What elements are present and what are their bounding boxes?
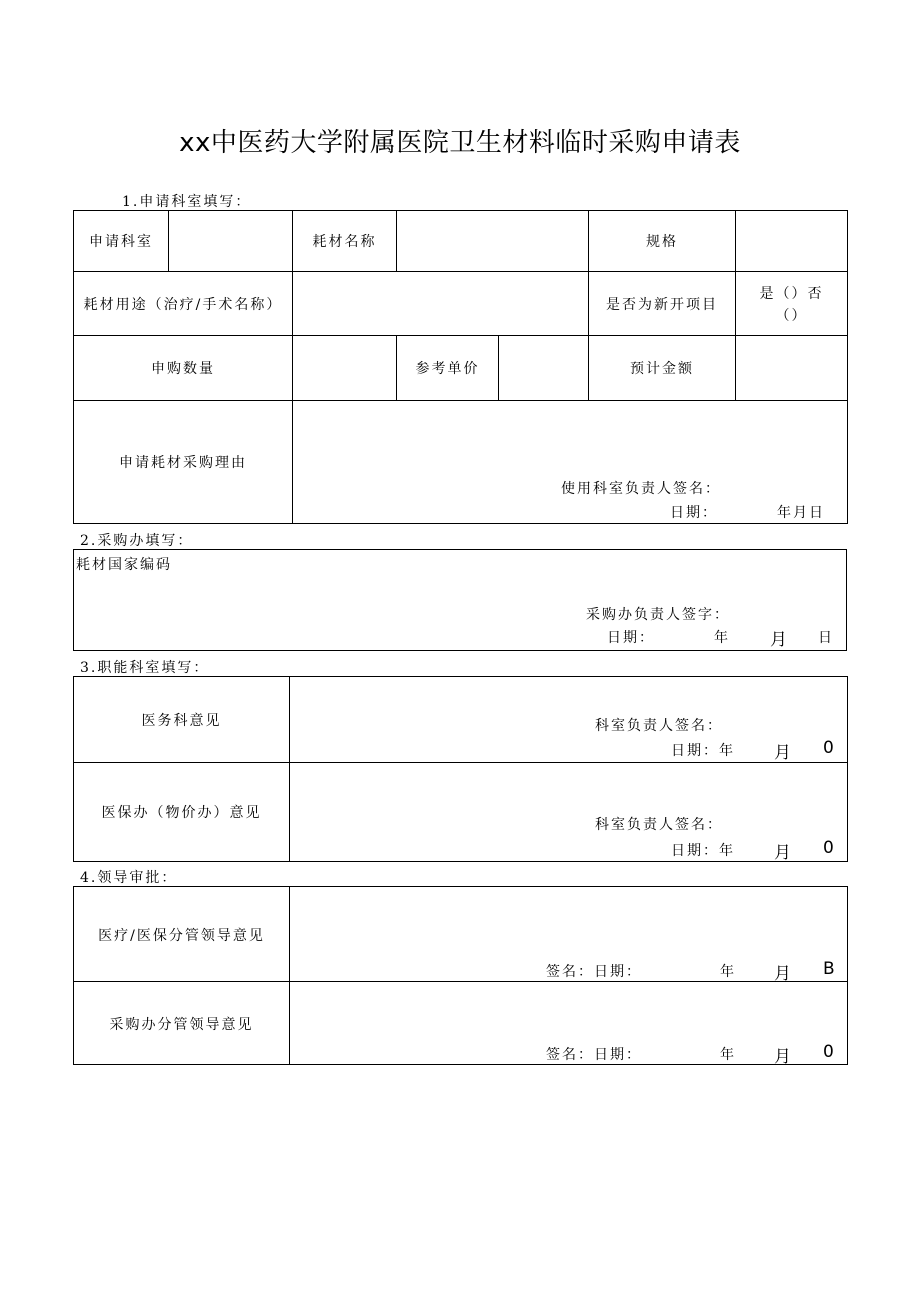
purpose-field[interactable] [293,272,589,336]
date-month: 月 [774,964,791,984]
spec-field[interactable] [736,211,848,272]
section-4-label: 4.领导审批： [80,870,178,886]
medical-leader-opinion-field[interactable] [290,887,848,982]
insurance-opinion-field[interactable] [290,763,848,862]
page-title: xx中医药大学附属医院卫生材料临时采购申请表 [179,128,741,158]
purpose-label: 耗材用途（治疗/手术名称） [74,272,293,336]
est-amount-label: 预计金额 [589,336,736,401]
date-ymd: 年月日 [777,505,825,521]
insurance-office-label: 医保办（物价办）意见 [74,763,290,862]
national-code-label: 耗材国家编码 [76,557,172,573]
est-amount-field[interactable] [736,336,848,401]
reason-label: 申请耗材采购理由 [74,401,293,524]
date-month: 月 [774,843,791,863]
date-day: B [823,959,835,979]
date-month: 月 [774,1047,791,1067]
medical-leader-label: 医疗/医保分管领导意见 [74,887,290,982]
sign-date-label: 签名：日期： [546,964,642,980]
date-day: 0 [823,838,834,858]
date-label: 日期： [670,505,718,521]
date-year: 年 [720,1047,736,1063]
date-day: 0 [823,738,834,758]
section-3-label: 3.职能科室填写： [80,660,210,676]
purchase-leader-opinion-field[interactable] [290,982,848,1065]
ref-price-label: 参考单价 [397,336,499,401]
medical-affairs-label: 医务科意见 [74,677,290,763]
material-name-label: 耗材名称 [293,211,397,272]
purchase-leader-label: 采购办分管领导意见 [74,982,290,1065]
section-3-table [73,676,848,862]
dept-head-sign-label: 科室负责人签名： [595,718,723,734]
section-4-table [73,886,848,1065]
reason-field[interactable] [293,401,848,524]
qty-field[interactable] [293,336,397,401]
date-label: 日期：年 [671,843,735,859]
dept-field[interactable] [169,211,293,272]
section-1-label: 1.申请科室填写： [122,194,252,210]
date-day: 0 [823,1042,834,1062]
date-year: 年 [720,964,736,980]
date-label: 日期： [607,630,655,646]
new-item-label: 是否为新开项目 [589,272,736,336]
date-month: 月 [774,743,791,763]
ref-price-field[interactable] [499,336,589,401]
national-code-field[interactable] [74,550,847,651]
date-day: 日 [818,630,834,646]
qty-label: 申购数量 [74,336,293,401]
yes-no-line-1: 是（）否 [759,285,824,302]
dept-label: 申请科室 [74,211,169,272]
new-item-choice[interactable] [736,272,848,336]
section-2-table [73,549,847,651]
section-2-label: 2.采购办填写： [80,533,194,549]
yes-no-line-2: （） [775,307,808,324]
date-month: 月 [770,630,787,650]
medical-affairs-opinion-field[interactable] [290,677,848,763]
sign-date-label: 签名：日期： [546,1047,642,1063]
date-label: 日期：年 [671,743,735,759]
purchase-head-sign-label: 采购办负责人签字： [586,607,730,623]
section-1-table [73,210,848,524]
date-year: 年 [714,630,730,646]
material-name-field[interactable] [397,211,589,272]
dept-head-sign-label: 使用科室负责人签名： [561,481,721,497]
spec-label: 规格 [589,211,736,272]
dept-head-sign-label: 科室负责人签名： [595,817,723,833]
